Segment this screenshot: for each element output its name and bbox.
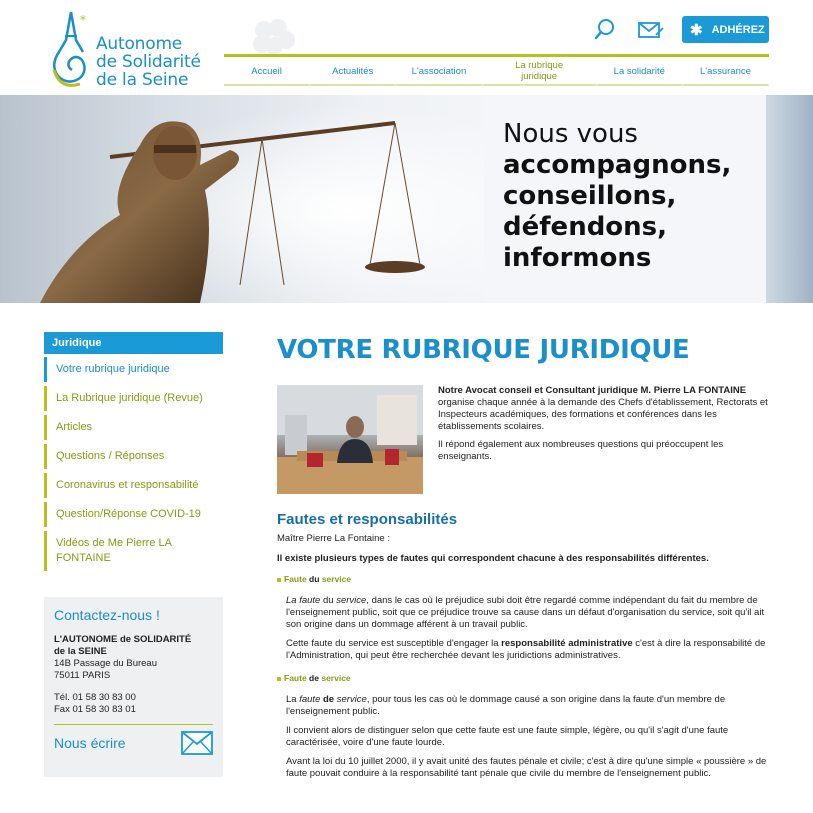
hero-line: accompagnons, [503,150,732,180]
sidebar-heading: Juridique [44,332,223,354]
intro-rest: organise chaque année à la demande des Chefs d'établissement, Rectorats et Inspecteurs académiques, des formations et conférences dans les établissements scolaires. [438,397,768,432]
search-icon[interactable] [594,18,616,40]
sidebar-item-videos[interactable]: Vidéos de Me Pierre LA FONTAINE [44,531,223,571]
text: du [320,595,337,606]
nav-item-solidarite[interactable]: La solidarité [597,58,683,86]
text: , pour tous les cas où le dommage causé a son origine dans la faute d'un membre de l'enseignement public. [286,694,726,717]
section-subtitle: Fautes et responsabilités [277,511,458,528]
hero-line: conseillons, [503,181,677,211]
logo-line: Autonome [96,34,183,54]
lawyer-photo-image [277,385,423,494]
contact-title: Contactez-nous ! [54,607,160,623]
adherez-label: ADHÉREZ [711,23,765,36]
lawyer-photo [277,385,423,494]
text: c'est à dire la responsabilité de l'Administration, qui peut être recherchée devant les juridictions administratives. [286,638,766,661]
text-italic: La faute [286,595,321,606]
text-bold: de [320,694,337,705]
logo-emblem-icon [46,10,96,90]
contact-address: 75011 PARIS [54,670,111,681]
sidebar-menu [44,357,223,575]
write-link[interactable] [54,731,213,755]
envelope-icon[interactable] [181,731,213,755]
bullet-heading [277,672,769,684]
bullet-content [277,694,769,780]
main-nav [224,58,769,86]
mail-icon[interactable] [638,20,664,40]
intro-paragraph-2: Il répond également aux nombreuses questions qui préoccupent les enseignants. [438,439,724,462]
hero-line: Nous vous [503,119,638,149]
intro-bold: Notre Avocat conseil et Consultant juridique M. Pierre LA FONTAINE [438,385,747,396]
svg-text:*: * [80,13,86,27]
contact-box [44,597,223,777]
paragraph: Avant la loi du 10 juillet 2000, il y avait unité des fautes pénale et civile; c'est à dire qu'une simple « poussière » de faute pouvait conduire à la responsabilité tant pénale que civile du membre de l'enseignement public. [286,756,767,779]
hero-banner [0,95,813,303]
article-body [277,533,769,787]
author-line: Maître Pierre La Fontaine : [277,533,390,544]
bullet-heading [277,573,769,585]
bullet-word: Faute [284,574,307,584]
lead-paragraph: Il existe plusieurs types de fautes qui correspondent chacune à des responsabilités différentes. [277,553,709,564]
sidebar-item-coronavirus[interactable]: Coronavirus et responsabilité [44,473,223,498]
bullet-word: service [321,673,351,683]
text-italic: service [336,595,367,606]
page-title: VOTRE RUBRIQUE JURIDIQUE [277,335,690,365]
text-italic: faute [299,694,321,705]
sidebar-item-questions-reponses[interactable]: Questions / Réponses [44,444,223,469]
contact-divider [54,724,213,725]
contact-phone: Tél. 01 58 30 83 00 [54,692,136,703]
paragraph: Il convient alors de distinguer selon que cette faute est une faute simple, légère, ou qu'il s'agit d'une faute caractérisée, voire d'une faute lourde. [286,725,729,748]
paragraph [286,638,769,662]
logo-text [96,35,201,89]
bullet-square-icon [277,677,281,681]
text: , dans le cas où le préjudice subi doit être regardé comme indépendant du fait du membre de l'enseignement public, soit que ce préjudice trouve sa cause dans un défaut d'organisation du service, soit qu'il ait son origine dans un dommage afférent à un travail public. [286,595,765,630]
contact-org: de la SEINE [54,646,107,657]
sidebar-item-votre-rubrique[interactable]: Votre rubrique juridique [44,357,223,382]
justice-statue-image [0,95,484,303]
paragraph [286,694,769,718]
hero-line: défendons, [503,212,668,242]
bullet-word: Faute [284,673,307,683]
sidebar-item-covid-qa[interactable]: Question/Réponse COVID-19 [44,502,223,527]
text-bold: responsabilité administrative [501,638,633,649]
intro-text [438,385,768,469]
adherez-button[interactable] [682,16,769,43]
hero-headline [503,119,731,274]
write-label[interactable]: Nous écrire [54,735,126,751]
text: Cette faute du service est susceptible d'engager la [286,638,502,649]
contact-address: 14B Passage du Bureau [54,658,157,669]
nav-item-association[interactable]: L'association [396,58,482,86]
text-italic: service [336,694,367,705]
site-logo[interactable] [46,10,216,90]
nav-item-assurance[interactable]: L'assurance [683,58,769,86]
hero-line: informons [503,243,652,273]
logo-line: de Solidarité [96,52,201,72]
hero-side-strip [766,95,813,303]
sidebar-item-articles[interactable]: Articles [44,415,223,440]
contact-org: L'AUTONOME de SOLIDARITÉ [54,634,192,645]
star-icon: ✱ [690,21,703,39]
bullet-square-icon [277,578,281,582]
nav-item-rubrique-juridique[interactable]: La rubrique juridique [483,58,597,86]
nav-item-actualites[interactable]: Actualités [310,58,396,86]
text: La [286,694,300,705]
sidebar-item-revue[interactable]: La Rubrique juridique (Revue) [44,386,223,411]
bullet-content [277,595,769,662]
bullet-word: de [309,673,319,683]
decorative-flower-icon [248,16,298,56]
nav-item-accueil[interactable]: Accueil [224,58,310,86]
nav-divider [224,54,769,57]
contact-fax: Fax 01 58 30 83 01 [54,704,136,715]
paragraph [286,595,769,631]
bullet-word: service [321,574,352,584]
intro-paragraph [438,385,768,433]
logo-line: de la Seine [96,70,189,90]
bullet-word: du [309,574,320,584]
